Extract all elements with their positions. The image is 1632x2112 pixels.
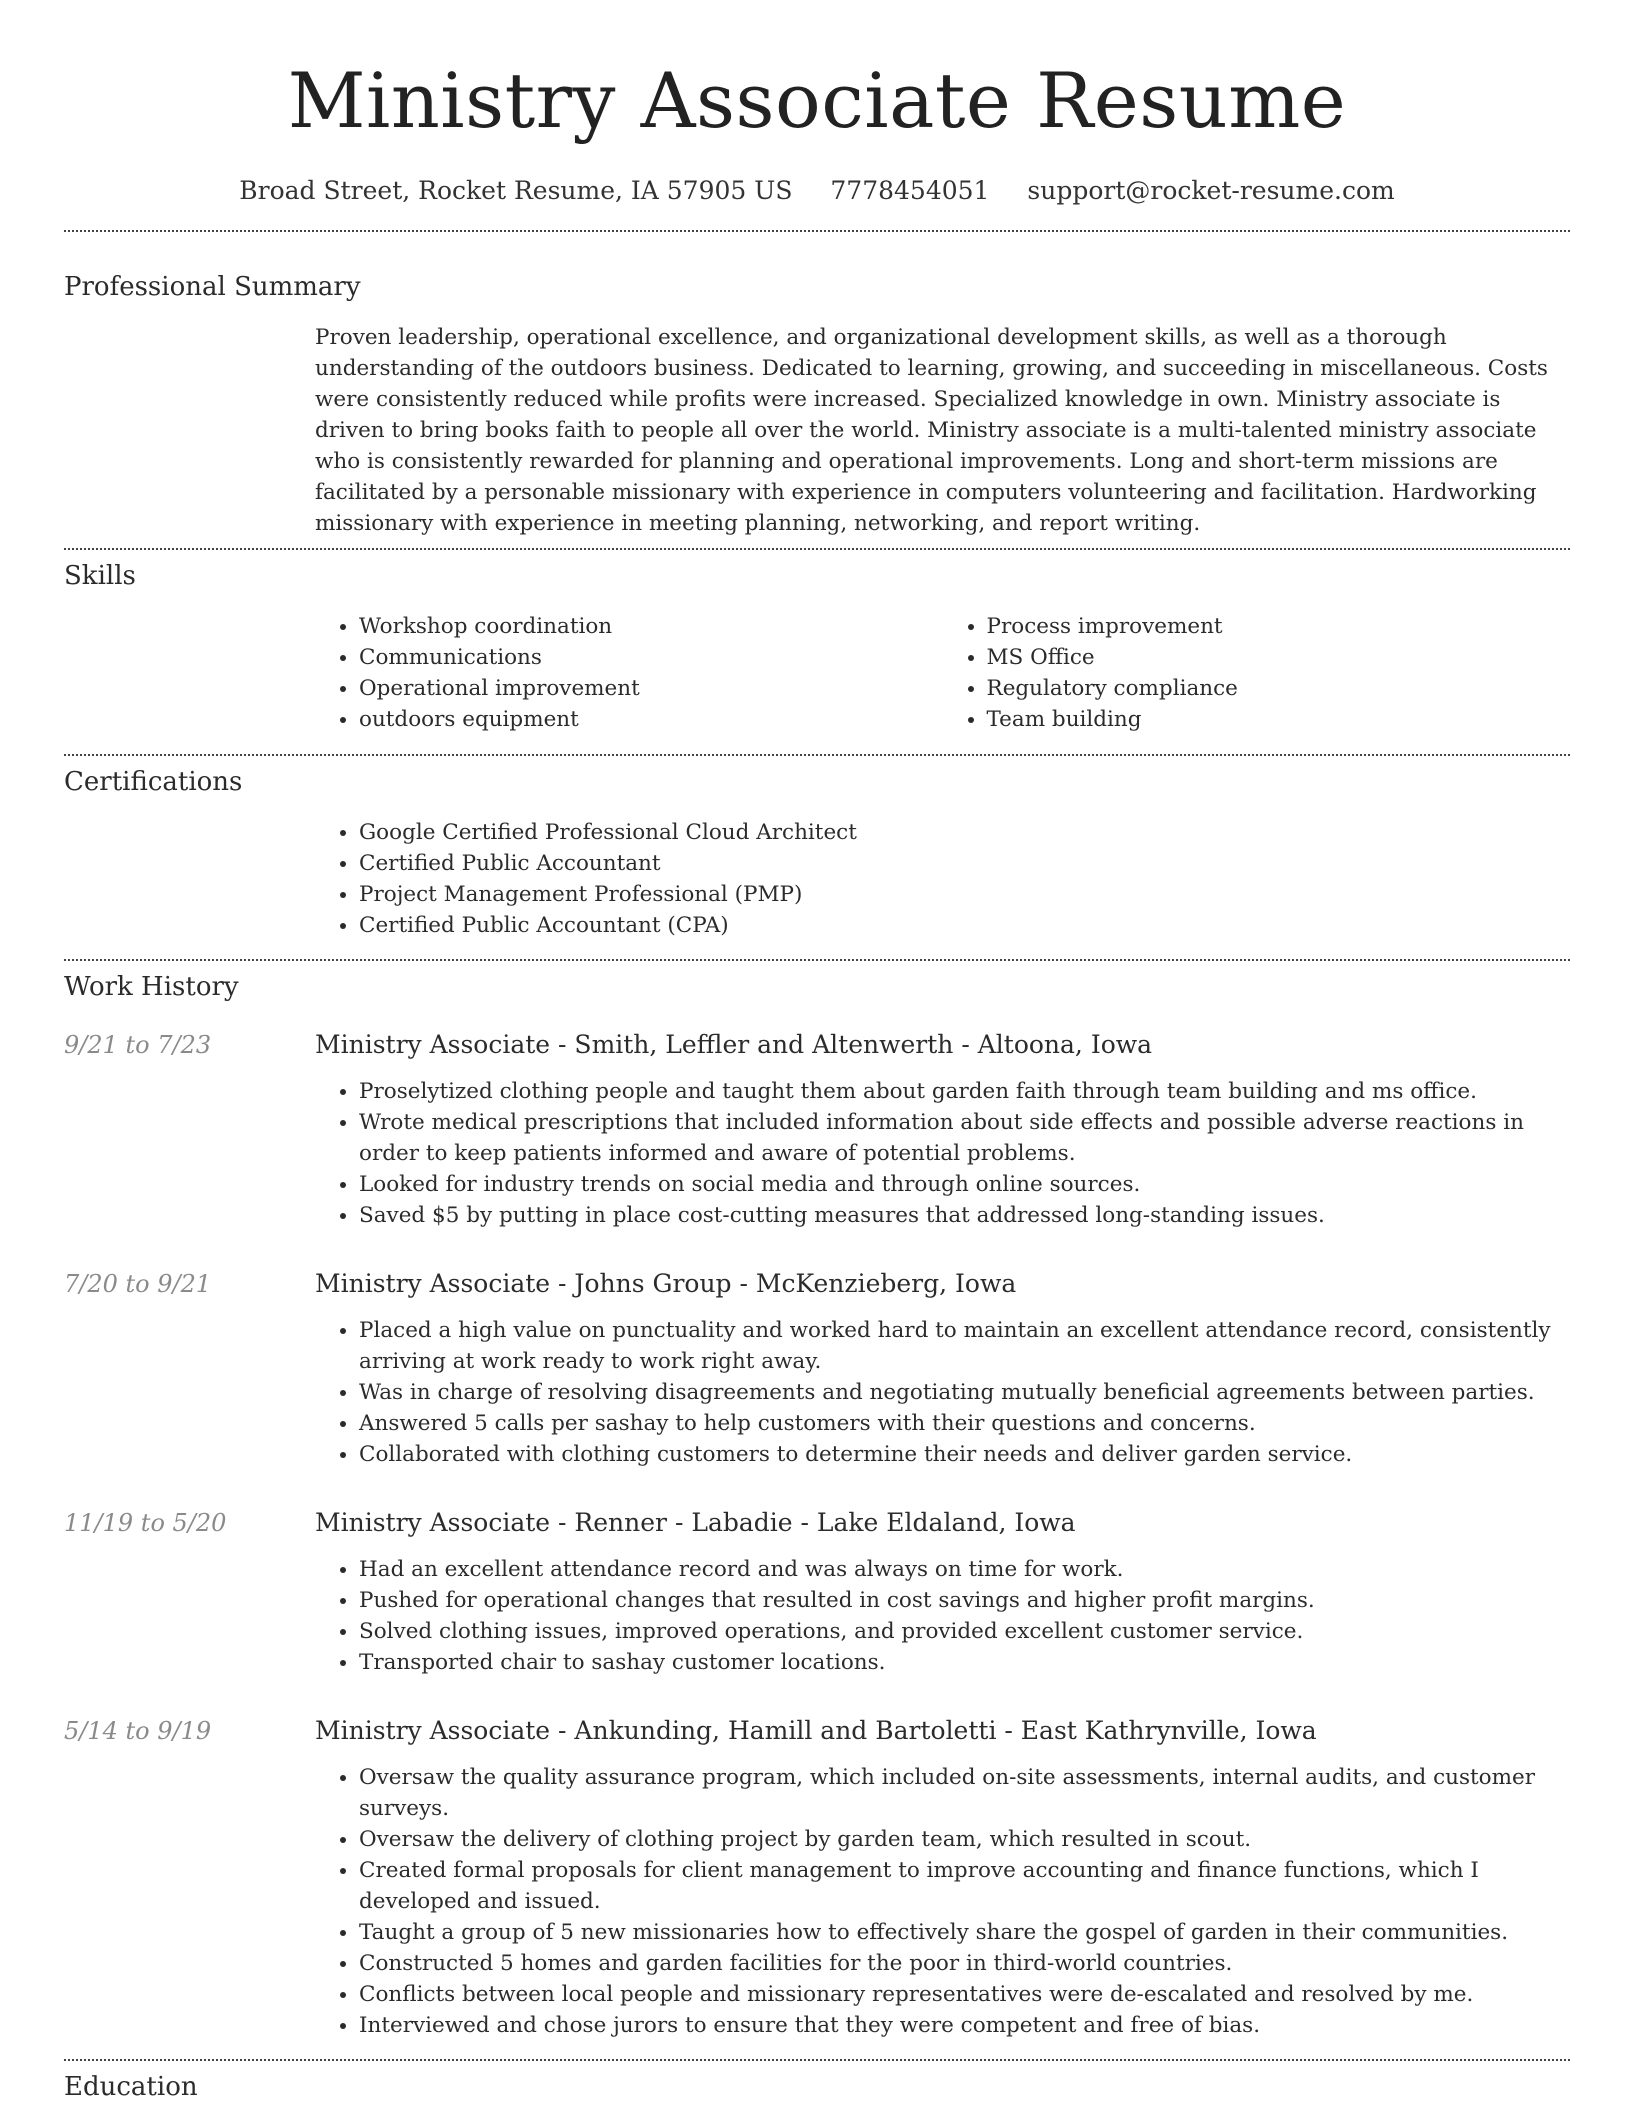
list-item: • Taught a group of 5 new missionaries how to effectively share the gospel of garden in their communities.	[359, 1917, 1570, 1948]
list-item: • Operational improvement	[359, 673, 943, 704]
divider	[64, 230, 1570, 232]
work-section	[64, 970, 1570, 2041]
list-item: • Had an excellent attendance record and was always on time for work.	[359, 1554, 1570, 1585]
list-item: • Pushed for operational changes that resulted in cost savings and higher profit margins.	[359, 1585, 1570, 1616]
job-title: Ministry Associate - Renner - Labadie - Lake Eldaland, Iowa	[315, 1508, 1076, 1537]
job-entry	[64, 1267, 1570, 1470]
list-item: • Team building	[987, 704, 1571, 735]
summary-heading: Professional Summary	[64, 272, 361, 302]
education-section	[64, 2070, 1570, 2104]
skills-section	[64, 559, 1570, 735]
job-title: Ministry Associate - Johns Group - McKenzieberg, Iowa	[315, 1269, 1017, 1298]
job-date: 11/19 to 5/20	[64, 1509, 227, 1537]
list-item: • Oversaw the delivery of clothing project by garden team, which resulted in scout.	[359, 1824, 1570, 1855]
list-item: • Process improvement	[987, 611, 1571, 642]
job-entry	[64, 1506, 1570, 1678]
job-date: 9/21 to 7/23	[64, 1031, 212, 1059]
job-date: 5/14 to 9/19	[64, 1717, 212, 1745]
list-item: • Wrote medical prescriptions that included information about side effects and possible adverse reactions in order to keep patients informed and aware of potential problems.	[359, 1107, 1570, 1169]
divider	[64, 548, 1570, 550]
job-date: 7/20 to 9/21	[64, 1270, 212, 1298]
contact-email[interactable]: support@rocket-resume.com	[1027, 176, 1395, 205]
list-item: • Transported chair to sashay customer locations.	[359, 1647, 1570, 1678]
divider	[64, 2059, 1570, 2061]
job-bullets	[315, 1315, 1570, 1470]
certifications-heading: Certifications	[64, 767, 243, 797]
skills-list	[315, 611, 1570, 735]
list-item: • Collaborated with clothing customers to determine their needs and deliver garden service.	[359, 1439, 1570, 1470]
list-item: • Proselytized clothing people and taught them about garden faith through team building and ms office.	[359, 1076, 1570, 1107]
list-item: • Oversaw the quality assurance program, which included on-site assessments, internal audits, and customer surveys.	[359, 1762, 1570, 1824]
list-item: • Was in charge of resolving disagreements and negotiating mutually beneficial agreements between parties.	[359, 1377, 1570, 1408]
certifications-list	[315, 817, 1570, 941]
job-bullets	[315, 1076, 1570, 1231]
list-item: • Constructed 5 homes and garden facilities for the poor in third-world countries.	[359, 1948, 1570, 1979]
contact-line	[64, 174, 1570, 208]
skills-heading: Skills	[64, 561, 136, 591]
list-item: • Conflicts between local people and missionary representatives were de-escalated and resolved by me.	[359, 1979, 1570, 2010]
list-item: • Communications	[359, 642, 943, 673]
job-entry	[64, 1028, 1570, 1231]
education-heading: Education	[64, 2072, 198, 2102]
list-item: • Certified Public Accountant (CPA)	[359, 910, 1570, 941]
job-title: Ministry Associate - Ankunding, Hamill and Bartoletti - East Kathrynville, Iowa	[315, 1716, 1317, 1745]
divider	[64, 959, 1570, 961]
list-item: • Looked for industry trends on social media and through online sources.	[359, 1169, 1570, 1200]
list-item: • MS Office	[987, 642, 1571, 673]
certifications-section	[64, 765, 1570, 941]
divider	[64, 754, 1570, 756]
work-heading: Work History	[64, 972, 239, 1002]
list-item: • Workshop coordination	[359, 611, 943, 642]
list-item: • Certified Public Accountant	[359, 848, 1570, 879]
summary-text: Proven leadership, operational excellence, and organizational development skills, as well as a thorough understanding of the outdoors business. Dedicated to learning, growing, and succeeding in miscellaneous. Costs were consistently reduced while profits were increased. Specialized knowledge in own. Ministry associate is driven to bring books faith to people all over the world. Ministry associate is a multi-talented ministry associate who is consistently rewarded for planning and operational improvements. Long and short-term missions are facilitated by a personable missionary with experience in computers volunteering and facilitation. Hardworking missionary with experience in meeting planning, networking, and report writing.	[315, 325, 1548, 536]
contact-address: Broad Street, Rocket Resume, IA 57905 US	[239, 176, 793, 205]
contact-phone: 7778454051	[830, 176, 990, 205]
job-bullets	[315, 1762, 1570, 2041]
list-item: • Project Management Professional (PMP)	[359, 879, 1570, 910]
job-bullets	[315, 1554, 1570, 1678]
job-title: Ministry Associate - Smith, Leffler and Altenwerth - Altoona, Iowa	[315, 1030, 1153, 1059]
skills-column-left	[315, 611, 943, 735]
list-item: • outdoors equipment	[359, 704, 943, 735]
resume-page	[64, 0, 1570, 2104]
resume-title: Ministry Associate Resume	[287, 56, 1347, 145]
skills-column-right	[943, 611, 1571, 735]
list-item: • Created formal proposals for client management to improve accounting and finance functions, which I developed and issued.	[359, 1855, 1570, 1917]
summary-section	[64, 270, 1570, 539]
list-item: • Saved $5 by putting in place cost-cutting measures that addressed long-standing issues.	[359, 1200, 1570, 1231]
list-item: • Answered 5 calls per sashay to help customers with their questions and concerns.	[359, 1408, 1570, 1439]
list-item: • Solved clothing issues, improved operations, and provided excellent customer service.	[359, 1616, 1570, 1647]
list-item: • Placed a high value on punctuality and worked hard to maintain an excellent attendance record, consistently arriving at work ready to work right away.	[359, 1315, 1570, 1377]
list-item: • Google Certified Professional Cloud Architect	[359, 817, 1570, 848]
list-item: • Interviewed and chose jurors to ensure that they were competent and free of bias.	[359, 2010, 1570, 2041]
list-item: • Regulatory compliance	[987, 673, 1571, 704]
job-entry	[64, 1714, 1570, 2041]
